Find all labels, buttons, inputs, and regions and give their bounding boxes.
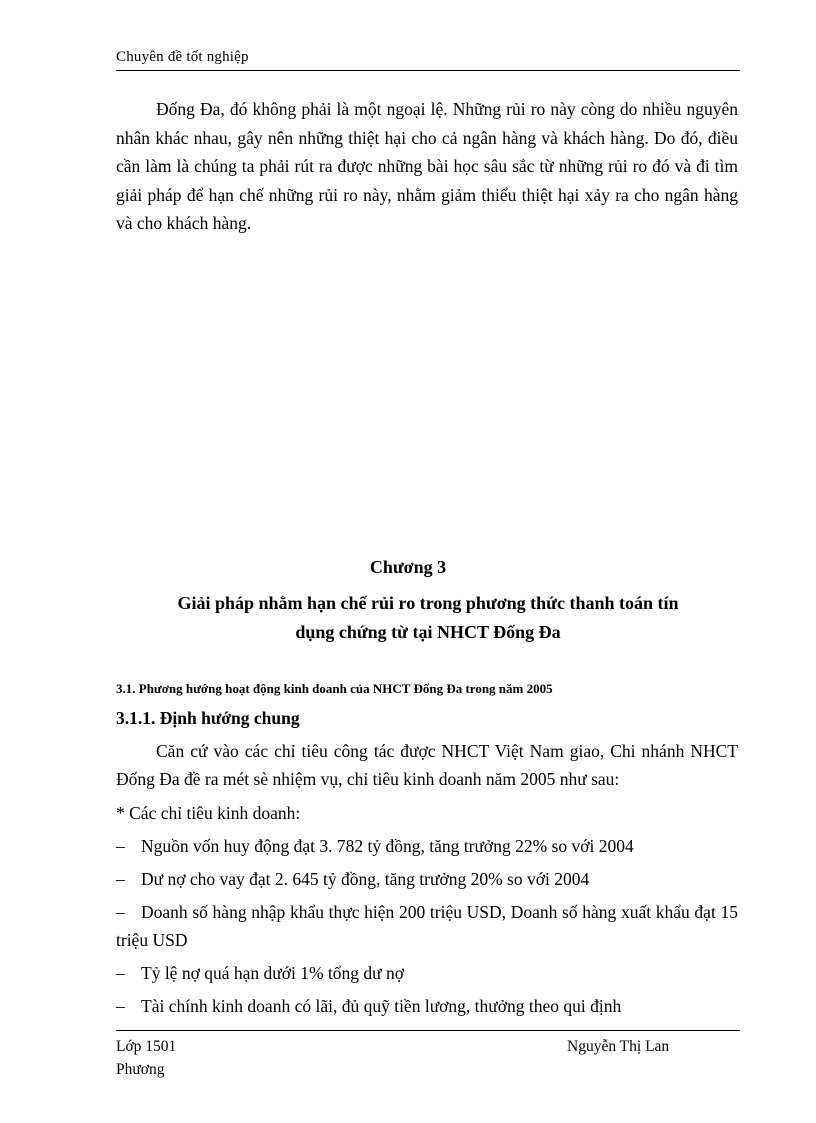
list-item [116, 865, 738, 893]
bullet-text: Nguồn vốn huy động đạt 3. 782 tỷ đồng, tăng trưởng 22% so với 2004 [141, 836, 634, 856]
chapter-title [125, 589, 731, 647]
footer-author: Nguyễn Thị Lan [567, 1038, 670, 1055]
bullet-marker: – [116, 963, 125, 983]
list-item [116, 832, 738, 860]
chapter-title-line-1: Giải pháp nhằm hạn chế rủi ro trong phương thức thanh toán tín [177, 593, 679, 613]
running-header: Chuyên đề tốt nghiệp [116, 49, 249, 65]
section-intro-paragraph: Căn cứ vào các chỉ tiêu công tác được NHCT Việt Nam giao, Chi nhánh NHCT Đống Đa đề ra mét sè nhiệm vụ, chỉ tiêu kinh doanh năm 2005 như sau: [116, 741, 738, 789]
section-3-1-1-heading: 3.1.1. Định hướng chung [116, 708, 300, 728]
chapter-number: Chương 3 [369, 557, 447, 577]
footer-class-label: Lớp 1501 [116, 1038, 177, 1055]
list-item [116, 992, 738, 1020]
footer-divider [116, 1030, 740, 1031]
list-item [116, 898, 738, 954]
header-divider [116, 70, 740, 71]
section-3-1-heading: 3.1. Phương hướng hoạt động kinh doanh của NHCT Đống Đa trong năm 2005 [116, 681, 553, 696]
intro-paragraph: Đống Đa, đó không phải là một ngoại lệ. Những rủi ro này còng do nhiều nguyên nhân khác nhau, gây nên những thiệt hại cho cả ngân hàng và khách hàng. Do đó, điều cần làm là chúng ta phải rút ra được những bài học sâu sắc từ những rủi ro đó và đi tìm giải pháp để hạn chế những rủi ro này, nhằm giảm thiểu thiệt hại xảy ra cho ngân hàng và cho khách hàng. [116, 99, 738, 233]
bullet-text: Doanh số hàng nhập khẩu thực hiện 200 triệu USD, Doanh số hàng xuất khẩu đạt 15 triệu USD [116, 902, 738, 950]
bullet-marker: – [116, 836, 125, 856]
chapter-title-line-2: dụng chứng từ tại NHCT Đống Đa [295, 622, 561, 642]
bullet-text: Tài chính kinh doanh có lãi, đủ quỹ tiền lương, thưởng theo qui định [141, 996, 622, 1016]
bullet-marker: – [116, 869, 125, 889]
bullet-marker: – [116, 996, 125, 1016]
indicators-subheading: * Các chỉ tiêu kinh doanh: [116, 803, 301, 823]
bullet-text: Dư nợ cho vay đạt 2. 645 tỷ đồng, tăng trưởng 20% so với 2004 [141, 869, 590, 889]
list-item [116, 959, 738, 987]
footer-author-continuation: Phương [116, 1061, 165, 1078]
bullet-text: Tỷ lệ nợ quá hạn dưới 1% tổng dư nợ [141, 963, 405, 983]
bullet-marker: – [116, 902, 125, 922]
footer-left [116, 1035, 176, 1081]
